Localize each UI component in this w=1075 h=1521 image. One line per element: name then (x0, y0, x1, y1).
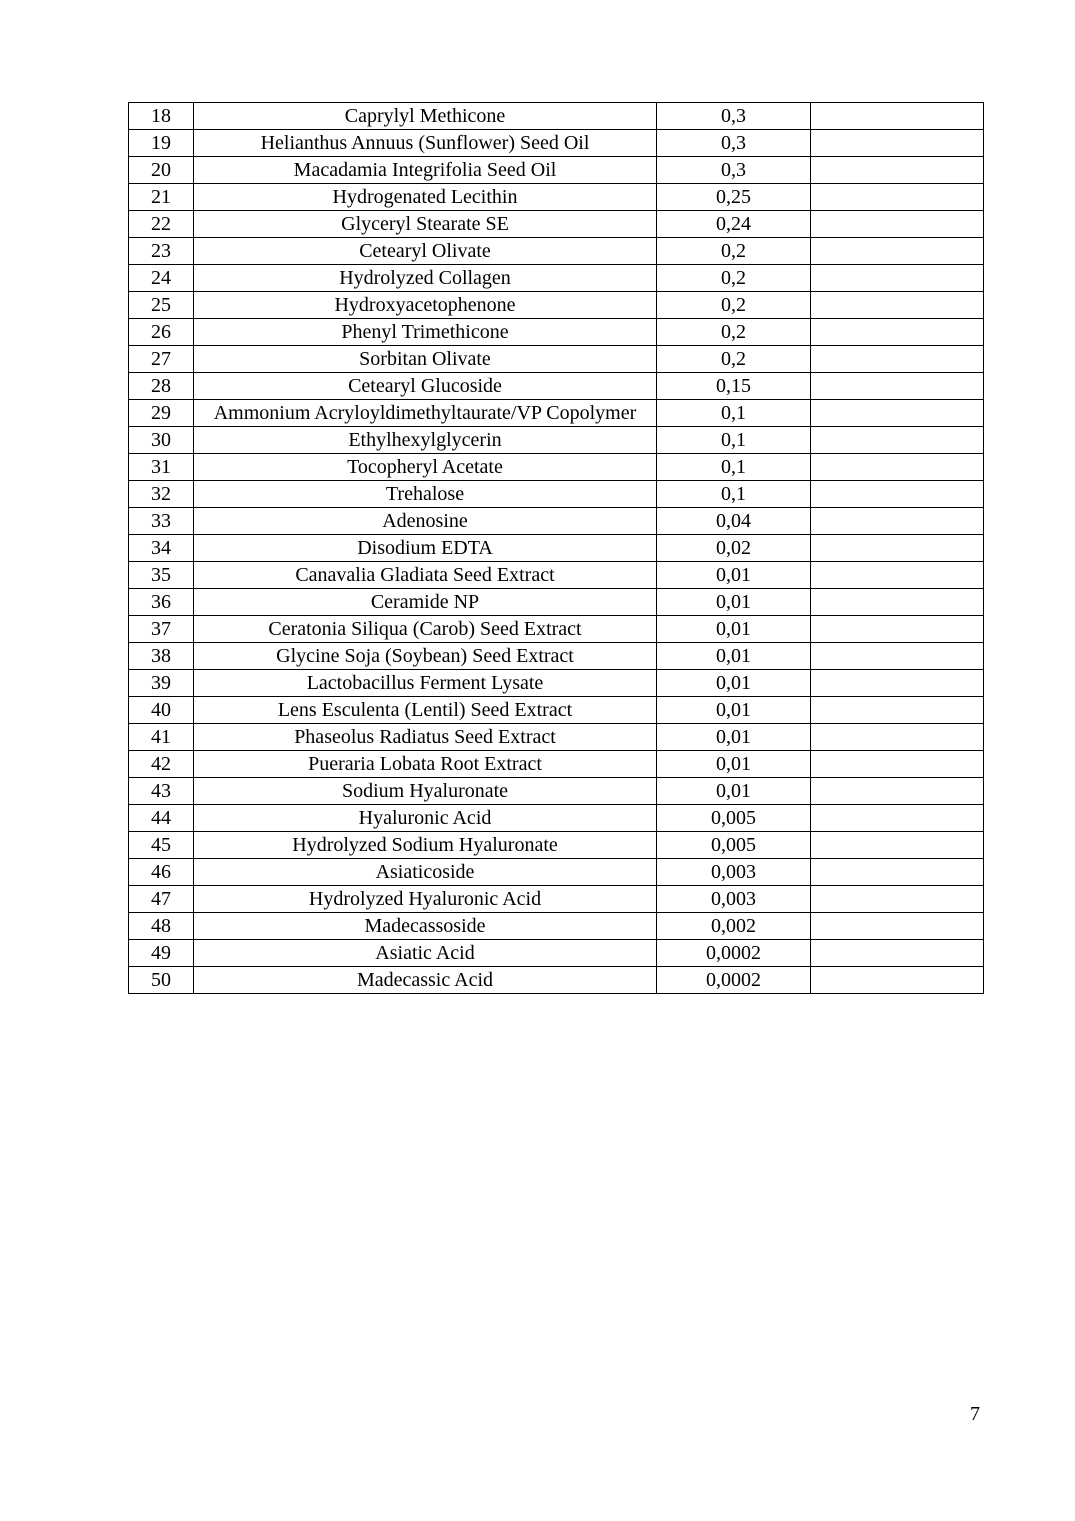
table-row (129, 427, 984, 454)
ingredient-name-cell: Sodium Hyaluronate (194, 778, 657, 805)
empty-cell (811, 778, 984, 805)
empty-cell (811, 697, 984, 724)
ingredient-name-cell: Glyceryl Stearate SE (194, 211, 657, 238)
concentration-cell: 0,1 (657, 427, 811, 454)
concentration-cell: 0,1 (657, 481, 811, 508)
concentration-cell: 0,02 (657, 535, 811, 562)
empty-cell (811, 589, 984, 616)
empty-cell (811, 670, 984, 697)
row-number-cell: 31 (129, 454, 194, 481)
ingredient-name-cell: Caprylyl Methicone (194, 103, 657, 130)
concentration-cell: 0,2 (657, 346, 811, 373)
concentration-cell: 0,005 (657, 832, 811, 859)
table-row (129, 724, 984, 751)
empty-cell (811, 508, 984, 535)
page-number: 7 (970, 1403, 980, 1425)
ingredient-name-cell: Phenyl Trimethicone (194, 319, 657, 346)
table-row (129, 481, 984, 508)
table-row (129, 238, 984, 265)
concentration-cell: 0,005 (657, 805, 811, 832)
row-number-cell: 20 (129, 157, 194, 184)
row-number-cell: 49 (129, 940, 194, 967)
table-row (129, 184, 984, 211)
table-row (129, 319, 984, 346)
table-row (129, 616, 984, 643)
empty-cell (811, 562, 984, 589)
empty-cell (811, 346, 984, 373)
concentration-cell: 0,01 (657, 670, 811, 697)
empty-cell (811, 940, 984, 967)
ingredient-name-cell: Trehalose (194, 481, 657, 508)
empty-cell (811, 886, 984, 913)
ingredient-name-cell: Ethylhexylglycerin (194, 427, 657, 454)
ingredient-name-cell: Lens Esculenta (Lentil) Seed Extract (194, 697, 657, 724)
empty-cell (811, 832, 984, 859)
table-row (129, 535, 984, 562)
table-row (129, 103, 984, 130)
ingredient-name-cell: Disodium EDTA (194, 535, 657, 562)
row-number-cell: 24 (129, 265, 194, 292)
empty-cell (811, 157, 984, 184)
empty-cell (811, 400, 984, 427)
ingredient-name-cell: Cetearyl Glucoside (194, 373, 657, 400)
row-number-cell: 34 (129, 535, 194, 562)
table-row (129, 292, 984, 319)
concentration-cell: 0,0002 (657, 967, 811, 994)
concentration-cell: 0,01 (657, 697, 811, 724)
table-row (129, 913, 984, 940)
concentration-cell: 0,003 (657, 859, 811, 886)
empty-cell (811, 859, 984, 886)
row-number-cell: 42 (129, 751, 194, 778)
empty-cell (811, 319, 984, 346)
row-number-cell: 48 (129, 913, 194, 940)
ingredient-name-cell: Adenosine (194, 508, 657, 535)
empty-cell (811, 535, 984, 562)
ingredient-name-cell: Phaseolus Radiatus Seed Extract (194, 724, 657, 751)
table-row (129, 697, 984, 724)
concentration-cell: 0,0002 (657, 940, 811, 967)
empty-cell (811, 805, 984, 832)
ingredient-name-cell: Ceratonia Siliqua (Carob) Seed Extract (194, 616, 657, 643)
empty-cell (811, 913, 984, 940)
concentration-cell: 0,01 (657, 643, 811, 670)
ingredient-name-cell: Hydrolyzed Hyaluronic Acid (194, 886, 657, 913)
ingredient-name-cell: Cetearyl Olivate (194, 238, 657, 265)
ingredient-name-cell: Asiaticoside (194, 859, 657, 886)
ingredient-name-cell: Hyaluronic Acid (194, 805, 657, 832)
empty-cell (811, 643, 984, 670)
row-number-cell: 21 (129, 184, 194, 211)
concentration-cell: 0,01 (657, 616, 811, 643)
empty-cell (811, 616, 984, 643)
table-row (129, 454, 984, 481)
empty-cell (811, 481, 984, 508)
table-row (129, 346, 984, 373)
row-number-cell: 39 (129, 670, 194, 697)
empty-cell (811, 454, 984, 481)
row-number-cell: 25 (129, 292, 194, 319)
row-number-cell: 33 (129, 508, 194, 535)
concentration-cell: 0,2 (657, 265, 811, 292)
table-row (129, 157, 984, 184)
table-row (129, 211, 984, 238)
concentration-cell: 0,04 (657, 508, 811, 535)
concentration-cell: 0,15 (657, 373, 811, 400)
table-row (129, 130, 984, 157)
concentration-cell: 0,2 (657, 319, 811, 346)
table-row (129, 670, 984, 697)
ingredient-name-cell: Asiatic Acid (194, 940, 657, 967)
concentration-cell: 0,01 (657, 562, 811, 589)
row-number-cell: 38 (129, 643, 194, 670)
ingredient-name-cell: Tocopheryl Acetate (194, 454, 657, 481)
ingredient-name-cell: Hydrolyzed Sodium Hyaluronate (194, 832, 657, 859)
row-number-cell: 27 (129, 346, 194, 373)
empty-cell (811, 724, 984, 751)
empty-cell (811, 373, 984, 400)
table-row (129, 940, 984, 967)
concentration-cell: 0,25 (657, 184, 811, 211)
ingredient-name-cell: Hydrogenated Lecithin (194, 184, 657, 211)
row-number-cell: 22 (129, 211, 194, 238)
concentration-cell: 0,003 (657, 886, 811, 913)
row-number-cell: 23 (129, 238, 194, 265)
row-number-cell: 29 (129, 400, 194, 427)
concentration-cell: 0,24 (657, 211, 811, 238)
row-number-cell: 44 (129, 805, 194, 832)
concentration-cell: 0,01 (657, 724, 811, 751)
ingredient-name-cell: Lactobacillus Ferment Lysate (194, 670, 657, 697)
empty-cell (811, 211, 984, 238)
row-number-cell: 32 (129, 481, 194, 508)
table-row (129, 643, 984, 670)
ingredient-name-cell: Macadamia Integrifolia Seed Oil (194, 157, 657, 184)
concentration-cell: 0,3 (657, 157, 811, 184)
empty-cell (811, 292, 984, 319)
concentration-cell: 0,2 (657, 238, 811, 265)
table-row (129, 832, 984, 859)
ingredient-name-cell: Ammonium Acryloyldimethyltaurate/VP Copolymer (194, 400, 657, 427)
row-number-cell: 46 (129, 859, 194, 886)
table-row (129, 508, 984, 535)
table-row (129, 805, 984, 832)
ingredient-name-cell: Glycine Soja (Soybean) Seed Extract (194, 643, 657, 670)
concentration-cell: 0,3 (657, 130, 811, 157)
table-row (129, 265, 984, 292)
concentration-cell: 0,01 (657, 778, 811, 805)
concentration-cell: 0,3 (657, 103, 811, 130)
ingredients-table (128, 102, 984, 994)
ingredient-name-cell: Helianthus Annuus (Sunflower) Seed Oil (194, 130, 657, 157)
ingredient-name-cell: Ceramide NP (194, 589, 657, 616)
ingredient-name-cell: Canavalia Gladiata Seed Extract (194, 562, 657, 589)
empty-cell (811, 967, 984, 994)
row-number-cell: 36 (129, 589, 194, 616)
concentration-cell: 0,1 (657, 454, 811, 481)
table-row (129, 373, 984, 400)
row-number-cell: 43 (129, 778, 194, 805)
table-row (129, 751, 984, 778)
ingredients-table-body (129, 103, 984, 994)
ingredient-name-cell: Hydrolyzed Collagen (194, 265, 657, 292)
empty-cell (811, 184, 984, 211)
row-number-cell: 35 (129, 562, 194, 589)
row-number-cell: 37 (129, 616, 194, 643)
empty-cell (811, 238, 984, 265)
ingredient-name-cell: Hydroxyacetophenone (194, 292, 657, 319)
row-number-cell: 50 (129, 967, 194, 994)
row-number-cell: 45 (129, 832, 194, 859)
table-row (129, 562, 984, 589)
table-row (129, 967, 984, 994)
row-number-cell: 40 (129, 697, 194, 724)
row-number-cell: 28 (129, 373, 194, 400)
ingredient-name-cell: Madecassoside (194, 913, 657, 940)
concentration-cell: 0,2 (657, 292, 811, 319)
concentration-cell: 0,01 (657, 589, 811, 616)
ingredient-name-cell: Pueraria Lobata Root Extract (194, 751, 657, 778)
empty-cell (811, 103, 984, 130)
table-row (129, 589, 984, 616)
empty-cell (811, 751, 984, 778)
table-row (129, 778, 984, 805)
empty-cell (811, 427, 984, 454)
ingredient-name-cell: Madecassic Acid (194, 967, 657, 994)
row-number-cell: 26 (129, 319, 194, 346)
concentration-cell: 0,1 (657, 400, 811, 427)
row-number-cell: 30 (129, 427, 194, 454)
row-number-cell: 19 (129, 130, 194, 157)
row-number-cell: 47 (129, 886, 194, 913)
ingredient-name-cell: Sorbitan Olivate (194, 346, 657, 373)
empty-cell (811, 130, 984, 157)
row-number-cell: 18 (129, 103, 194, 130)
table-row (129, 886, 984, 913)
concentration-cell: 0,01 (657, 751, 811, 778)
table-row (129, 859, 984, 886)
row-number-cell: 41 (129, 724, 194, 751)
concentration-cell: 0,002 (657, 913, 811, 940)
empty-cell (811, 265, 984, 292)
table-row (129, 400, 984, 427)
